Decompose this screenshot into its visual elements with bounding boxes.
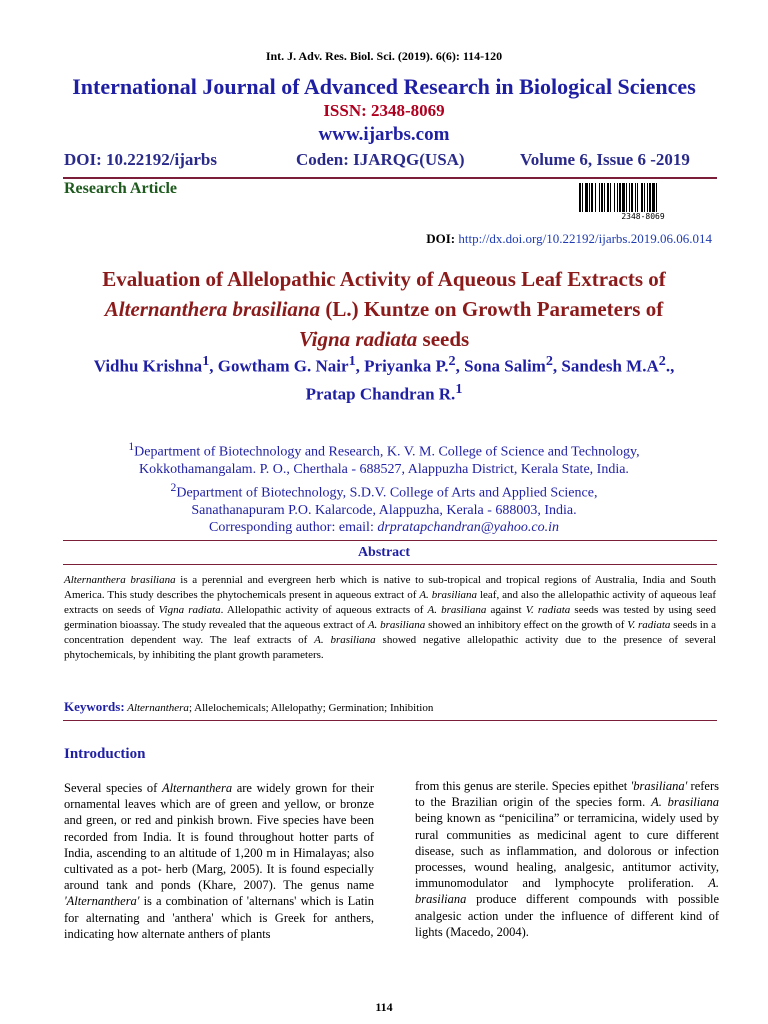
species-name: A. brasiliana [367,619,426,631]
author-list [40,350,728,405]
species-name: Alternanthera [161,781,233,795]
affiliation-line: Kokkothamangalam. P. O., Cherthala - 688527, Alappuzha District, Kerala State, India. [139,462,629,478]
coden: Coden: IJARQG(USA) [296,150,465,169]
abstract-heading: Abstract [357,545,411,560]
author-affiliation-mark: 1 [455,380,463,397]
epithet: 'brasiliana' [630,779,688,793]
title-part2: (L.) Kuntze on Growth Parameters of [320,297,664,321]
keyword: Alternanthera [124,702,189,714]
doi-link[interactable]: http://dx.doi.org/10.22192/ijarbs.2019.06.06.014 [458,231,712,246]
keywords-label: Keywords: [64,699,125,714]
header-divider [63,177,717,179]
barcode-number: 2348-8069 [579,212,707,222]
doi-label: DOI: [426,231,456,246]
author-name: , Sandesh M.A [552,356,659,376]
author-affiliation-mark: 2 [545,353,553,369]
author-affiliation-mark: 1 [202,353,210,369]
affiliation-mark: 1 [128,440,135,453]
affiliation-line: Department of Biotechnology and Research, K. V. M. College of Science and Technology, [134,444,640,460]
corresponding-label: Corresponding author: email: [208,520,378,536]
species-name: Alternanthera brasiliana [64,574,176,586]
author-name: Pratap Chandran R. [305,384,456,404]
species-name: A. brasiliana [314,634,376,646]
journal-citation: Int. J. Adv. Res. Biol. Sci. (2019). 6(6): 114-120 [265,49,503,63]
species-name: A. brasiliana [419,589,477,601]
page-number: 114 [375,1000,393,1014]
intro-column-right [415,778,719,940]
body-text: being known as “penicilina” or terramicina, widely used by rural communities as medicinal agent to cure different disease, such as inflammation, and dolorous or infection processes, wound healing, analgesic, antitumor activity, immunomodulator and lymphocyte proliferation. [415,811,719,891]
author-name: , Priyanka P. [355,356,449,376]
body-text: are widely grown for their ornamental leaves which are of green and yellow, or bronze and green, or red and pinkish brown. Five species have been recorded from India. It is found throughout hotter parts of India, ascending to an altitude of 1,200 m in Himalayas; also cultivated as a pot- herb (Marg, 2005). It is found especially around tank and ponds (Khare, 2007). The genus name [64,781,375,893]
keywords [64,699,716,715]
author-affiliation-mark: 1 [348,353,356,369]
affiliation-line: Department of Biotechnology, S.D.V. College of Arts and Applied Science, [176,485,598,501]
abstract-text: leaf, and also the allelopathic activity of aqueous leaf extracts on seeds of [64,589,716,616]
article-type: Research Article [64,180,177,197]
affiliations [40,438,728,537]
journal-name: International Journal of Advanced Research in Biological Sciences [72,74,696,99]
genus-name: 'Alternanthera' [64,894,140,909]
author-affiliation-mark: 2 [658,353,666,369]
species-name: A. brasiliana [427,604,487,616]
abstract-text: showed negative allelopathic activity due to the presence of several phytochemicals, by inhibiting the plant growth parameters. [64,634,717,661]
author-name: , Sona Salim [455,356,546,376]
abstract-text: is a perennial and evergreen herb which is native to sub-tropical and tropical regions of Australia, India and South America. This study describes the phytochemicals present in aqueous extract of [64,574,716,601]
affiliation-mark: 2 [170,480,177,494]
abstract-body [64,573,716,663]
species-name: V. radiata [627,619,671,631]
body-text: Several species of [64,781,162,795]
species-name: A. brasiliana [415,876,719,907]
abstract-text: seeds in a concentration dependent way. The leaf extracts of [64,619,716,646]
body-text: refers to the Brazilian origin of the species form. [415,779,719,810]
author-affiliation-mark: 2 [448,353,456,369]
introduction-heading: Introduction [64,746,146,762]
issn-barcode [579,183,707,223]
abstract-text: . Allelopathic activity of aqueous extracts of [220,604,428,616]
body-text: from this genus are sterile. Species epithet [415,779,631,793]
species-name: Vigna radiata [158,604,221,616]
abstract-text: against [486,604,526,616]
title-part3: seeds [417,327,470,351]
species-name: V. radiata [525,604,571,616]
affiliation-line: Sanathanapuram P.O. Kalarcode, Alappuzha, Kerala - 688003, India. [191,502,577,518]
body-text: produce different compounds with possible analgesic action under the influence of different kind of lights (Macedo, 2004). [415,892,719,939]
body-text: is a combination of 'alternans' which is Latin for alternating and 'anthera' which is Greek for anthers, indicating how alternate anthers of plants [64,894,374,941]
journal-website[interactable]: www.ijarbs.com [318,124,450,145]
doi-line [426,231,712,247]
keywords-rule [63,720,717,721]
title-part1: Evaluation of Allelopathic Activity of Aqueous Leaf Extracts of [102,267,666,291]
article-title [50,264,718,354]
volume-issue: Volume 6, Issue 6 -2019 [520,150,690,169]
abstract-text: showed an inhibitory effect on the growth of [425,619,628,631]
doi-prefix: DOI: 10.22192/ijarbs [64,150,217,169]
issn: ISSN: 2348-8069 [323,101,445,120]
author-separator: ., [665,356,675,376]
corresponding-email[interactable]: drpratapchandran@yahoo.co.in [377,520,559,536]
title-species1: Alternanthera brasiliana [104,297,321,321]
species-name: A. brasiliana [651,795,719,810]
abstract-bottom-rule [63,564,717,565]
author-name: Vidhu Krishna [93,356,203,376]
title-species2: Vigna radiata [298,327,418,351]
author-name: , Gowtham G. Nair [209,356,349,376]
intro-column-left [64,780,374,942]
abstract-text: seeds was tested by using seed germination bioassay. The study revealed that the aqueous extract of [64,604,716,631]
keyword-list: ; Allelochemicals; Allelopathy; Germination; Inhibition [188,702,434,714]
abstract-top-rule [63,540,717,541]
